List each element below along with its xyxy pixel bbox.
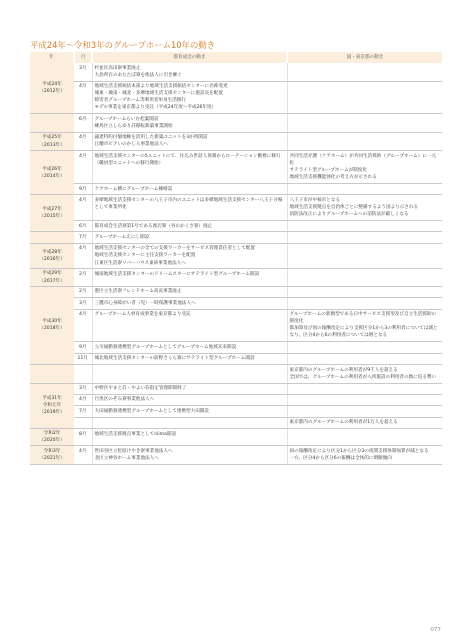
history-table: [30, 52, 442, 465]
table-row: [30, 195, 442, 221]
gov-event-cell: [287, 394, 442, 405]
gov-event-cell: 国の報酬改定により区分1から区分3の夜間支援体制加算が減となる 一方、区分4から区分6の報酬は全体的に増額傾向: [287, 446, 442, 465]
month-cell: 7月: [74, 406, 92, 417]
gov-event-cell: [287, 132, 442, 151]
gov-event-cell: [287, 383, 442, 394]
month-cell: 3月: [74, 63, 92, 81]
tokyo-event-cell: 世田谷区立松原けやき寮事業他法人へ 北区立神谷ホーム事業他法人へ: [92, 446, 287, 465]
table-row: [30, 394, 442, 405]
gov-event-cell: グループホームの新類型である日中サービス支援型及び自立生活援助の制度化 都加算及び国の報酬改定により支援区分1から3の利用者については減となり、区分4から6の利用者については増となる: [287, 309, 442, 342]
tokyo-event-cell: 三鷹市心身障がい者（児）一時保護事業他法人へ: [92, 298, 287, 309]
month-cell: [74, 365, 92, 384]
tokyo-event-cell: 立川通勤寮連携型グループホームとしてグループホーム地域未来開設: [92, 342, 287, 353]
year-cell: 平成29年 （2017年）: [30, 269, 74, 286]
month-cell: 6月: [74, 114, 92, 133]
table-row: [30, 269, 442, 286]
table-row: [30, 342, 442, 353]
month-cell: 2月: [74, 269, 92, 286]
tokyo-event-cell: 地域生活支援センターの全ての支援ワーカーをサービス管理責任者として配置 地域生活支援センターに主任支援ワーカーを配置 江東区生活寮リバーハウス東砂事業他法人へ: [92, 243, 287, 269]
table-row: [30, 365, 442, 384]
month-cell: 4月: [74, 394, 92, 405]
page-title: 平成24年〜令和3年のグループホーム10年の動き: [30, 40, 216, 50]
table-row: [30, 243, 442, 269]
year-cell: 平成26年 （2014年）: [30, 151, 74, 195]
gov-event-cell: [287, 269, 442, 286]
year-cell: 平成28年 （2016年）: [30, 243, 74, 269]
table-header-row: [30, 52, 442, 63]
tokyo-event-cell: ケアホーム横にグループホーム棟増設: [92, 184, 287, 195]
tokyo-event-cell: [92, 417, 287, 428]
table-row: [30, 184, 442, 195]
month-cell: 7月: [74, 232, 92, 243]
tokyo-event-cell: グループホームえにし開設: [92, 232, 287, 243]
month-cell: 9月: [74, 342, 92, 353]
table-row: [30, 383, 442, 394]
table-row: [30, 63, 442, 81]
tokyo-event-cell: 都育成会生活寮第1号である渡辺寮（谷わかくさ寮）廃止: [92, 221, 287, 232]
gov-event-cell: [287, 184, 442, 195]
tokyo-event-cell: 杉並区高田寮事業廃止 大島所在のあたたぼ寮を他法人に引き継ぐ: [92, 63, 287, 81]
gov-event-cell: [287, 429, 442, 446]
table-row: [30, 81, 442, 114]
tokyo-event-cell: 議達特約付個地権を活用した新築ユニットを3か所開設 江蘭市ビアいのかしら事業他法人へ: [92, 132, 287, 151]
month-cell: 4月: [74, 151, 92, 184]
month-cell: 4月: [74, 195, 92, 221]
tokyo-event-cell: 城南地域生活支援センターのドリームスターにサテライト型グループホーム開設: [92, 269, 287, 286]
table-row: [30, 132, 442, 151]
gov-event-cell: 東京都内のグループホームの利用者が1万人を超える: [287, 417, 442, 428]
month-cell: 6月: [74, 221, 92, 232]
header-gov: 国・東京都の動き: [287, 52, 442, 63]
table-row: [30, 309, 442, 342]
month-cell: 4月: [74, 132, 92, 151]
month-cell: 4月: [74, 309, 92, 342]
year-cell: 平成24年 （2012年）: [30, 63, 74, 114]
year-cell: [30, 114, 74, 133]
gov-event-cell: 八王子市が中核市となる 地域生活支援拠点を自治体ごとに整備するよう国より示される 消防法改正によりグループホームへの消防法が厳しくなる: [287, 195, 442, 221]
table-row: [30, 151, 442, 184]
tokyo-event-cell: 地域生活支援センターの5ユニットにて、住込み世話人体制からローテーション勤務に移行（職員型ユニットへの移行開始）: [92, 151, 287, 184]
gov-event-cell: [287, 114, 442, 133]
tokyo-event-cell: [92, 365, 287, 384]
gov-event-cell: [287, 221, 442, 232]
month-cell: 11月: [74, 353, 92, 364]
year-cell: [30, 365, 74, 384]
tokyo-event-cell: 地域生活支援統括本部より地域生活支援統括センターに名称変更 城東・城南・城北・多摩地域生活支援センターに施設長を配置 障害者グループホーム等利用者単身生活移行 モデル事業を東京都より受託（平成24年度〜平成26年度）: [92, 81, 287, 114]
table-body: [30, 63, 442, 464]
page-number: 077: [430, 627, 441, 633]
year-cell: 平成30年 （2018年）: [30, 286, 74, 364]
month-cell: 3月: [74, 383, 92, 394]
month-cell: 2月: [74, 286, 92, 297]
gov-event-cell: 東京都内のグループホームの利用者が9千人を超える 全国では、グループホームの利用者が入所施設の利用者の数に迫る勢い: [287, 365, 442, 384]
table-row: [30, 429, 442, 446]
table-row: [30, 114, 442, 133]
gov-event-cell: [287, 63, 442, 81]
tokyo-event-cell: 多摩地域生活支援センターの八王子市内のユニットは多摩地域生活支援センター八王子分場として事業所化: [92, 195, 287, 221]
month-cell: [74, 417, 92, 428]
year-cell: 平成31年 令和元年 （2019年）: [30, 383, 74, 429]
month-cell: 4月: [74, 446, 92, 465]
tokyo-event-cell: グループホーム人材育成事業を東京都より受託: [92, 309, 287, 342]
table-row: [30, 353, 442, 364]
tokyo-event-cell: 地域生活支援拠点事業としてniima開設: [92, 429, 287, 446]
table-row: [30, 446, 442, 465]
year-cell: 平成25年 （2013年）: [30, 132, 74, 151]
gov-event-cell: [287, 406, 442, 417]
header-tokyo: 都育成会の動き: [92, 52, 287, 63]
gov-event-cell: [287, 243, 442, 269]
year-cell: 令和3年 （2021年）: [30, 446, 74, 465]
month-cell: 4月: [74, 243, 92, 269]
gov-event-cell: [287, 342, 442, 353]
table-row: [30, 286, 442, 297]
gov-event-cell: 共同生活介護（ケアホーム）が共同生活援助（グループホーム）に一元化 サテライト型グループホームが制度化 地域生活支援機能強化の考え方が示される: [287, 151, 442, 184]
tokyo-event-cell: 目黒区のぞみ寮事業他法人へ: [92, 394, 287, 405]
tokyo-event-cell: グループホームらいむ松葉開設 練馬区立しらゆり荘移転新築事業開始: [92, 114, 287, 133]
table-row: [30, 232, 442, 243]
gov-event-cell: [287, 232, 442, 243]
gov-event-cell: [287, 286, 442, 297]
tokyo-event-cell: 城北地域生活支援センターの前野さくら寮にサテライト型グループホーム開設: [92, 353, 287, 364]
gov-event-cell: [287, 81, 442, 114]
gov-event-cell: [287, 298, 442, 309]
table-row: [30, 221, 442, 232]
tokyo-event-cell: 港区立生活寮フレンドホーム高浜事業廃止: [92, 286, 287, 297]
month-cell: 9月: [74, 184, 92, 195]
year-cell: [30, 232, 74, 243]
month-cell: 4月: [74, 81, 92, 114]
month-cell: 3月: [74, 298, 92, 309]
header-month: 月: [74, 52, 92, 63]
table-row: [30, 298, 442, 309]
tokyo-event-cell: 大田通勤寮連携型グループホームとして連携型大田開設: [92, 406, 287, 417]
year-cell: 令和2年 （2020年）: [30, 429, 74, 446]
month-cell: 8月: [74, 429, 92, 446]
year-cell: 平成27年 （2015年）: [30, 195, 74, 232]
header-year: 年: [30, 52, 74, 63]
table-row: [30, 406, 442, 417]
gov-event-cell: [287, 353, 442, 364]
tokyo-event-cell: 中野区やまと荘・やよい荘指定管理期間終了: [92, 383, 287, 394]
table-row: [30, 417, 442, 428]
